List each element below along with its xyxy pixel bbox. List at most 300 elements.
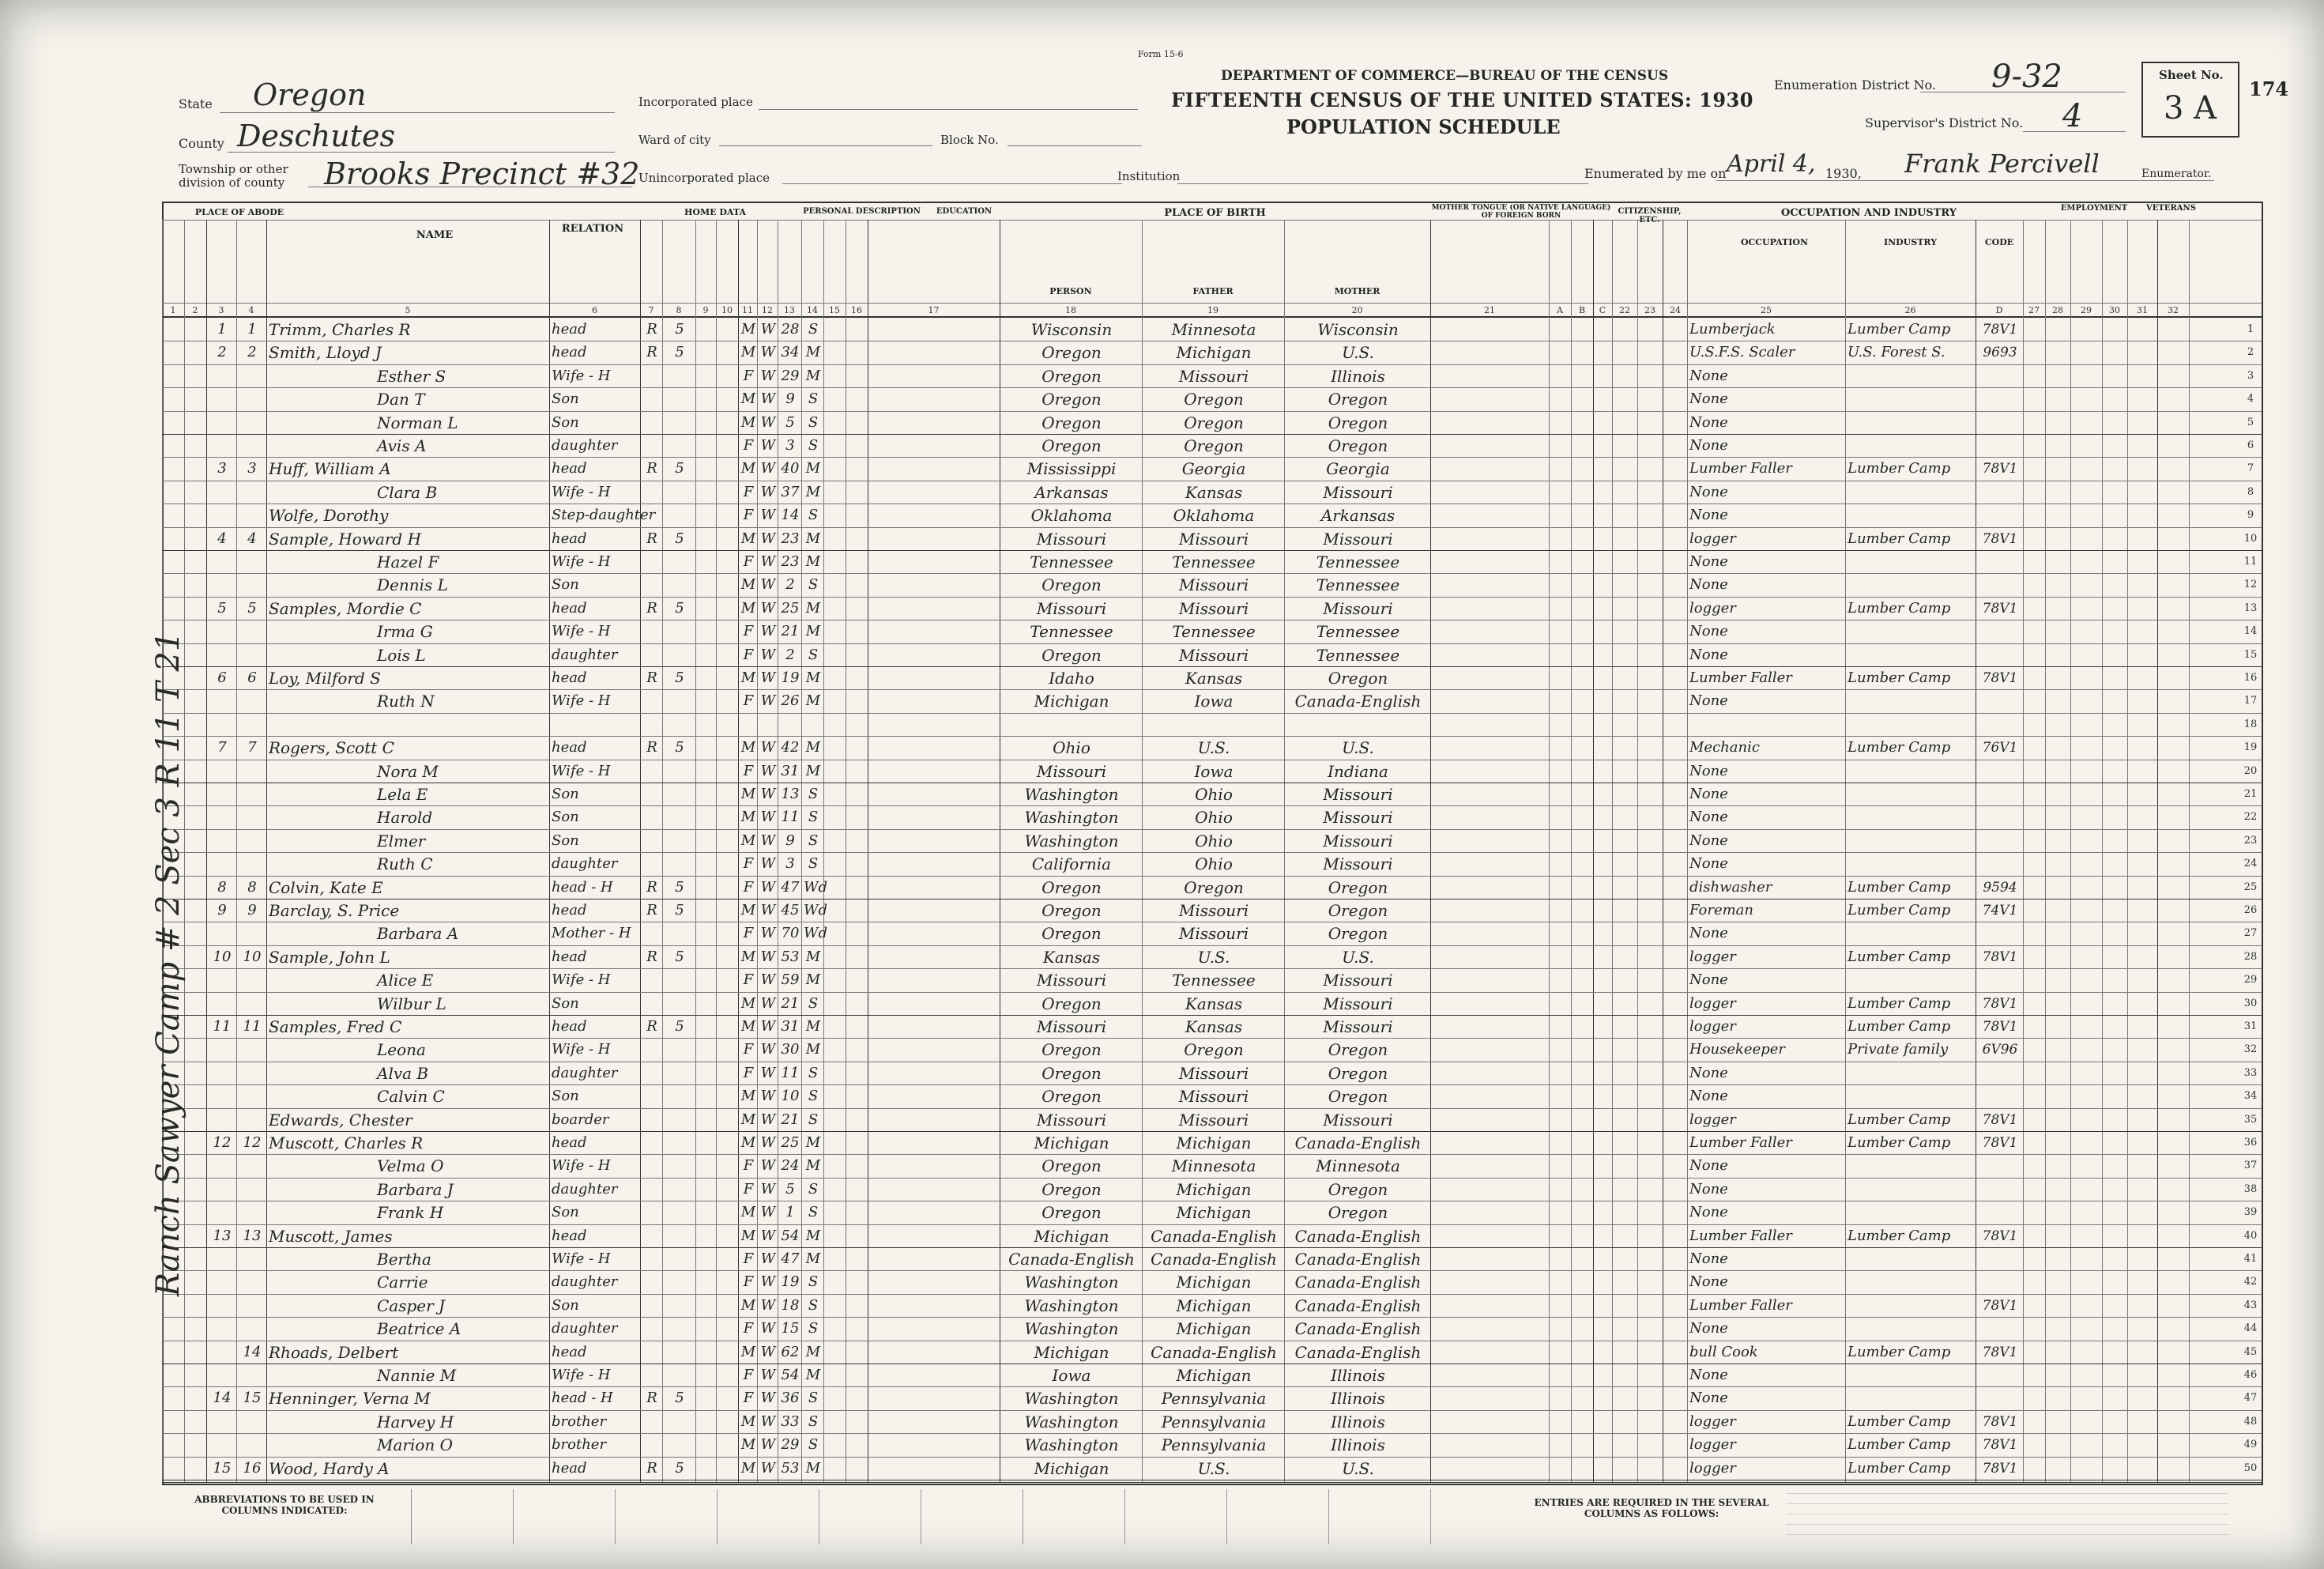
cell-sex: F [743, 1064, 754, 1081]
group-citizenship: CITIZENSHIP, ETC. [1618, 207, 1682, 224]
line-number: 42 [2243, 1276, 2258, 1288]
cell-race: W [760, 1064, 776, 1081]
cell-pob: Oregon [1041, 366, 1102, 386]
cell-mar: M [805, 1018, 821, 1035]
cell-name: Wolfe, Dorothy [269, 506, 389, 526]
cell-sex: M [740, 1459, 756, 1477]
cell-name: Norman L [377, 413, 458, 432]
column-rule [2157, 220, 2158, 1482]
cell-age: 26 [781, 692, 800, 710]
cell-mar: S [808, 855, 819, 873]
cell-name: Loy, Milford S [269, 669, 381, 688]
cell-rel: Son [552, 390, 579, 408]
cell-dw: 7 [217, 739, 227, 756]
cell-code: 9693 [1983, 345, 2017, 361]
cell-name: Marion O [377, 1435, 454, 1455]
cell-sex: M [740, 460, 756, 477]
column-number-rule [162, 303, 2262, 304]
cell-value: 5 [675, 1459, 684, 1477]
column-number: 5 [405, 305, 411, 315]
cell-occ: logger [1689, 1436, 1736, 1454]
cell-dw: 15 [213, 1459, 232, 1477]
cell-mar: S [808, 390, 819, 408]
cell-rel: head [552, 321, 587, 338]
line-number: 39 [2243, 1206, 2258, 1219]
cell-ind: Lumber Camp [1848, 1436, 1951, 1454]
line-number: 30 [2243, 997, 2258, 1009]
line-number: 4 [2247, 393, 2254, 405]
margin-note: Ranch Sawyer Camp # 2 Sec 3 R 11 T 21 [150, 631, 186, 1296]
cell-sex: F [743, 507, 754, 524]
cell-pob: Oregon [1041, 1040, 1102, 1060]
cell-rel: Son [552, 786, 579, 802]
cell-ind: Lumber Camp [1848, 1227, 1951, 1244]
column-rule [1612, 220, 1613, 1482]
cell-pobf: Michigan [1176, 1133, 1252, 1152]
form-label: Form 15-6 [1138, 49, 1184, 59]
cell-sex: M [740, 576, 756, 594]
institution-label: Institution [1117, 169, 1181, 183]
cell-sex: M [740, 994, 756, 1012]
cell-age: 31 [781, 1018, 800, 1035]
cell-mar: Wd [804, 902, 828, 918]
cell-pobf: Ohio [1195, 785, 1233, 804]
cell-pobf: Michigan [1176, 1179, 1252, 1199]
cell-rel: daughter [552, 1064, 618, 1081]
cell-race: W [760, 1343, 776, 1360]
cell-rel: Son [552, 809, 579, 826]
cell-dw: 12 [213, 1134, 232, 1151]
cell-pobm: Tennessee [1316, 622, 1400, 642]
cell-occ: None [1689, 925, 1728, 942]
cell-occ: None [1689, 809, 1728, 826]
cell-pobm: Oregon [1328, 877, 1388, 897]
cell-rel: head [552, 1018, 587, 1035]
cell-sex: F [743, 646, 754, 663]
cell-race: W [760, 1273, 776, 1291]
cell-name: Nora M [377, 761, 439, 781]
cell-pob: Oregon [1041, 1063, 1102, 1083]
group-header-rule [162, 220, 2262, 221]
cell-sex: F [743, 1250, 754, 1267]
cell-pob: Oregon [1041, 994, 1102, 1013]
line-number: 1 [2247, 323, 2254, 335]
cell-name: Rogers, Scott C [269, 738, 394, 758]
line-number: 11 [2243, 556, 2258, 568]
enumerator-name: Frank Percivell [1904, 149, 2100, 179]
line-number: 10 [2243, 532, 2258, 545]
cell-sex: F [743, 367, 754, 384]
column-number: 30 [2109, 305, 2120, 315]
block-underline [1008, 145, 1142, 146]
cell-sex: M [740, 1436, 756, 1454]
cell-pob: Missouri [1036, 971, 1107, 990]
cell-pobf: Minnesota [1171, 1156, 1256, 1176]
cell-pobm: Oregon [1328, 1087, 1388, 1107]
cell-occ: None [1689, 507, 1728, 524]
row-rule [162, 666, 2262, 667]
cell-pobf: Missouri [1178, 575, 1249, 595]
column-rule [236, 220, 237, 1482]
line-number: 35 [2243, 1113, 2258, 1126]
column-number: 2 [192, 305, 198, 315]
line-number: 17 [2243, 695, 2258, 707]
cell-name: Wilbur L [377, 994, 446, 1013]
cell-fam: 6 [247, 669, 257, 686]
cell-pobm: Missouri [1323, 598, 1393, 618]
cell-pobm: Missouri [1323, 1017, 1393, 1036]
cell-pobm: Illinois [1331, 1366, 1385, 1385]
cell-sex: M [740, 739, 756, 756]
cell-age: 30 [781, 1041, 800, 1058]
cell-name: Harold [377, 808, 433, 828]
cell-race: W [760, 925, 776, 942]
cell-value: 5 [675, 669, 684, 686]
cell-pobm: Tennessee [1316, 575, 1400, 595]
cell-rel: Step-daughter [552, 507, 656, 524]
row-rule [162, 1154, 2262, 1155]
cell-mar: M [805, 483, 821, 500]
cell-pobm: Georgia [1326, 459, 1390, 479]
line-number: 50 [2243, 1462, 2258, 1474]
cell-occ: None [1689, 1064, 1728, 1081]
row-rule [162, 1224, 2262, 1225]
line-number: 20 [2243, 764, 2258, 777]
cell-dw: 3 [217, 460, 227, 477]
sheet-value: 3 A [2164, 90, 2217, 126]
cell-name: Muscott, Charles R [269, 1133, 424, 1152]
cell-mar: S [808, 786, 819, 802]
cell-dw: 14 [213, 1390, 232, 1407]
cell-ind: Lumber Camp [1848, 1343, 1951, 1360]
cell-race: W [760, 878, 776, 896]
cell-rel: Wife - H [552, 1250, 611, 1267]
township-value: Brooks Precinct #32 [324, 157, 640, 191]
cell-sex: M [740, 1227, 756, 1244]
cell-occ: logger [1689, 948, 1736, 965]
cell-pobm: Missouri [1323, 994, 1393, 1013]
pob-father-head: FATHER [1192, 286, 1234, 296]
row-rule [162, 945, 2262, 946]
cell-rel: Son [552, 1296, 579, 1314]
cell-pobm: U.S. [1342, 343, 1374, 363]
cell-race: W [760, 413, 776, 431]
cell-pob: Washington [1024, 808, 1119, 828]
cell-name: Barclay, S. Price [269, 901, 400, 920]
column-number: 10 [721, 305, 733, 315]
cell-ind: Lumber Camp [1848, 530, 1951, 547]
cell-race: W [760, 390, 776, 408]
column-rule [2070, 220, 2071, 1482]
cell-mar: S [808, 437, 819, 454]
cell-race: W [760, 669, 776, 686]
cell-age: 19 [781, 1273, 800, 1291]
cell-sex: M [740, 344, 756, 361]
cell-pobf: Pennsylvania [1161, 1389, 1267, 1409]
line-number: 28 [2243, 950, 2258, 963]
cell-pobf: Canada-English [1151, 1226, 1277, 1246]
cell-pobf: Kansas [1185, 1017, 1243, 1036]
line-number: 38 [2243, 1182, 2258, 1195]
cell-pobf: Iowa [1194, 761, 1234, 781]
cell-race: W [760, 344, 776, 361]
cell-pobm: Oregon [1328, 924, 1388, 944]
cell-sex: F [743, 925, 754, 942]
cell-mar: S [808, 1088, 819, 1105]
cell-name: Ruth C [377, 854, 433, 874]
cell-name: Alice E [377, 971, 434, 990]
column-number: 25 [1761, 305, 1772, 315]
cell-rel: head [552, 1459, 587, 1477]
cell-mar: S [808, 1296, 819, 1314]
cell-occ: None [1689, 1390, 1728, 1407]
cell-code: 78V1 [1982, 461, 2018, 477]
cell-race: W [760, 1412, 776, 1430]
column-number: 7 [648, 305, 654, 315]
cell-pob: Oregon [1041, 390, 1102, 409]
row-rule [162, 852, 2262, 853]
row-rule [162, 364, 2262, 365]
cell-value: 5 [675, 878, 684, 896]
line-number: 8 [2247, 485, 2254, 498]
cell-age: 13 [781, 786, 800, 802]
cell-occ: logger [1689, 1018, 1736, 1035]
cell-rel: head - H [552, 878, 613, 896]
column-rule [716, 220, 717, 1482]
cell-age: 53 [781, 1459, 800, 1477]
cell-ind: Lumber Camp [1848, 739, 1951, 756]
cell-tenure: R [646, 460, 657, 477]
cell-code: 78V1 [1982, 670, 2018, 686]
cell-occ: logger [1689, 1111, 1736, 1128]
column-number: 32 [2168, 305, 2179, 315]
cell-occ: Lumber Faller [1689, 460, 1792, 477]
line-number: 45 [2243, 1345, 2258, 1358]
cell-dw: 8 [217, 878, 227, 896]
cell-pobf: Tennessee [1172, 622, 1256, 642]
cell-pob: Michigan [1034, 1342, 1109, 1362]
cell-occ: None [1689, 1320, 1728, 1337]
cell-age: 25 [781, 1134, 800, 1151]
line-number: 27 [2243, 927, 2258, 940]
supervisor-value: 4 [2062, 98, 2083, 134]
cell-race: W [760, 1018, 776, 1035]
cell-code: 78V1 [1982, 1019, 2018, 1035]
cell-ind: Lumber Camp [1848, 321, 1951, 338]
cell-pobf: Ohio [1195, 808, 1233, 828]
cell-race: W [760, 809, 776, 826]
row-rule [162, 1270, 2262, 1271]
cell-name: Barbara A [377, 924, 459, 944]
cell-pobf: Michigan [1176, 1203, 1252, 1223]
cell-mar: M [805, 1343, 821, 1360]
line-number: 9 [2247, 509, 2254, 522]
cell-pob: Michigan [1034, 692, 1109, 711]
column-number: 28 [2052, 305, 2063, 315]
column-number: 21 [1484, 305, 1495, 315]
cell-code: 78V1 [1982, 1344, 2018, 1360]
cell-pobf: Missouri [1178, 1110, 1249, 1130]
cell-pobf: U.S. [1197, 738, 1230, 758]
row-rule [162, 713, 2262, 714]
cell-sex: M [740, 599, 756, 617]
cell-name: Trimm, Charles R [269, 320, 411, 339]
row-rule [162, 597, 2262, 598]
cell-occ: logger [1689, 1412, 1736, 1430]
cell-age: 1 [785, 1204, 795, 1221]
cell-sex: F [743, 437, 754, 454]
cell-pob: Washington [1024, 1389, 1119, 1409]
cell-name: Bertha [377, 1250, 431, 1269]
cell-tenure: R [646, 902, 657, 918]
state-label: State [179, 96, 213, 111]
cell-pobf: Kansas [1185, 669, 1243, 688]
unincorporated-underline [782, 183, 1122, 184]
cell-mar: M [805, 948, 821, 965]
cell-pobf: Tennessee [1172, 971, 1256, 990]
row-rule [162, 550, 2262, 551]
group-home-data: HOME DATA [684, 207, 746, 217]
cell-rel: head [552, 599, 587, 617]
cell-mar: S [808, 1390, 819, 1407]
cell-ind: Lumber Camp [1848, 1111, 1951, 1128]
cell-race: W [760, 321, 776, 338]
cell-pobm: Oregon [1328, 1203, 1388, 1223]
unincorporated-label: Unincorporated place [638, 171, 770, 185]
cell-pobm: Oregon [1328, 413, 1388, 432]
column-number: C [1599, 305, 1606, 315]
cell-name: Avis A [377, 436, 427, 455]
cell-name: Lois L [377, 645, 426, 665]
cell-value: 5 [675, 344, 684, 361]
cell-rel: Wife - H [552, 1041, 611, 1058]
column-number: 1 [170, 305, 176, 315]
cell-pob: Missouri [1036, 761, 1107, 781]
column-rule [1687, 220, 1688, 1482]
cell-race: W [760, 1320, 776, 1337]
cell-pobf: Kansas [1185, 482, 1243, 502]
cell-ind: Lumber Camp [1848, 460, 1951, 477]
county-label: County [179, 136, 224, 151]
cell-rel: daughter [552, 646, 618, 663]
cell-tenure: R [646, 321, 657, 338]
cell-occ: logger [1689, 599, 1736, 617]
cell-sex: M [740, 786, 756, 802]
cell-race: W [760, 1227, 776, 1244]
cell-age: 59 [781, 971, 800, 989]
cell-mar: Wd [804, 878, 828, 896]
column-number: 19 [1207, 305, 1218, 315]
cell-sex: F [743, 762, 754, 779]
cell-pobf: Georgia [1181, 459, 1246, 479]
cell-race: W [760, 576, 776, 594]
column-number: 22 [1619, 305, 1630, 315]
schedule-title: POPULATION SCHEDULE [1286, 115, 1561, 138]
row-rule [162, 689, 2262, 690]
cell-age: 54 [781, 1367, 800, 1383]
cell-ind: Lumber Camp [1848, 1459, 1951, 1477]
cell-occ: logger [1689, 530, 1736, 547]
cell-race: W [760, 832, 776, 849]
cell-mar: M [805, 1459, 821, 1477]
cell-pob: Missouri [1036, 1017, 1107, 1036]
row-rule [162, 899, 2262, 900]
cell-age: 25 [781, 599, 800, 617]
line-number: 13 [2243, 602, 2258, 614]
cell-mar: M [805, 1367, 821, 1383]
cell-pobf: Oregon [1184, 390, 1244, 409]
column-rule [1284, 220, 1285, 1482]
cell-fam: 8 [247, 878, 257, 896]
cell-race: W [760, 1367, 776, 1383]
cell-age: 29 [781, 367, 800, 384]
cell-value: 5 [675, 739, 684, 756]
cell-mar: S [808, 1412, 819, 1430]
cell-sex: F [743, 1367, 754, 1383]
cell-sex: F [743, 1273, 754, 1291]
line-number: 3 [2247, 369, 2254, 382]
cell-age: 24 [781, 1157, 800, 1175]
cell-code: 78V1 [1982, 1228, 2018, 1244]
cell-pobm: Indiana [1328, 761, 1388, 781]
column-rule [1549, 220, 1550, 1482]
cell-fam: 4 [247, 530, 257, 547]
cell-sex: M [740, 809, 756, 826]
line-number: 26 [2243, 904, 2258, 916]
cell-pob: Oregon [1041, 413, 1102, 432]
cell-age: 62 [781, 1343, 800, 1360]
cell-rel: head [552, 1343, 587, 1360]
line-number: 18 [2243, 718, 2258, 730]
cell-pobf: Missouri [1178, 645, 1249, 665]
cell-ind: Lumber Camp [1848, 948, 1951, 965]
line-number: 6 [2247, 439, 2254, 451]
cell-pobm: Canada-English [1294, 1226, 1422, 1246]
cell-age: 21 [781, 994, 800, 1012]
cell-name: Lela E [377, 785, 428, 804]
cell-sex: M [740, 413, 756, 431]
cell-rel: daughter [552, 437, 618, 454]
cell-race: W [760, 1157, 776, 1175]
column-number: 24 [1670, 305, 1681, 315]
cell-tenure: R [646, 878, 657, 896]
cell-mar: S [808, 1436, 819, 1454]
cell-sex: M [740, 948, 756, 965]
column-rule [206, 220, 207, 1482]
cell-rel: Mother - H [552, 925, 631, 942]
line-number: 47 [2243, 1392, 2258, 1405]
cell-pobf: Iowa [1194, 692, 1234, 711]
group-occupation-industry: OCCUPATION AND INDUSTRY [1780, 207, 1957, 219]
cell-rel: head [552, 1227, 587, 1244]
cell-rel: Wife - H [552, 553, 611, 570]
line-number: 22 [2243, 811, 2258, 824]
cell-value: 5 [675, 599, 684, 617]
cell-age: 28 [781, 321, 800, 338]
cell-name: Samples, Mordie C [269, 598, 422, 618]
cell-rel: brother [552, 1436, 607, 1454]
cell-fam: 11 [243, 1018, 262, 1035]
column-rule [1845, 220, 1846, 1482]
cell-rel: daughter [552, 855, 618, 873]
column-rule [266, 220, 267, 1482]
cell-fam: 3 [247, 460, 257, 477]
cell-pob: Washington [1024, 1412, 1119, 1431]
column-number: 12 [762, 305, 773, 315]
cell-occ: dishwasher [1689, 878, 1772, 896]
line-number: 29 [2243, 974, 2258, 986]
cell-occ: None [1689, 1204, 1728, 1221]
